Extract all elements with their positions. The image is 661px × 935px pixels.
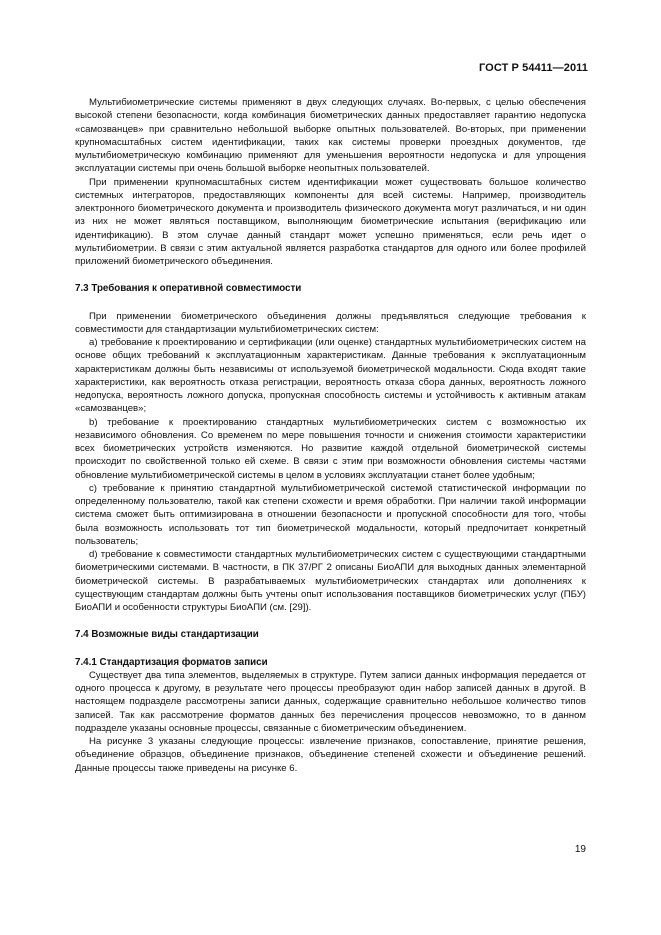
section-heading-7-4: 7.4 Возможные виды стандартизации xyxy=(75,629,259,641)
list-item-d: d) требование к совместимости стандартных мультибиометрических систем с существующими стандартными биометрическими системами. В частности, в ПК 37/РГ 2 описаны БиоАПИ для выходных данных элементарной биометрической системы. В разрабатываемых мультибиометрических стандартах или дополнениях к существующим стандартам должны быть учтены опыт использования поставщиков биометрических услуг (ПБУ) БиоАПИ и особенности структуры БиоАПИ (см. [29]). xyxy=(75,549,586,613)
section-heading-7-3: 7.3 Требования к оперативной совместимости xyxy=(75,283,302,295)
paragraph: При применении биометрического объединения должны предъявляться следующие требования к совместимости для стандартизации мультибиометрических систем: xyxy=(75,310,586,335)
page-number: 19 xyxy=(574,844,586,855)
document-code-header: ГОСТ Р 54411—2011 xyxy=(478,62,588,74)
subsection-heading-7-4-1: 7.4.1 Стандартизация форматов записи xyxy=(75,656,268,668)
list-item-b: b) требование к проектированию стандартных мультибиометрических систем с возможностью их независимого обновления. Со временем по мере повышения точности и снижения стоимости характеристики всех биометрических устройств изменяются. Но развитие каждой отдельной биометрической системы происходит по свойственной только ей схеме. В связи с этим при возможности обновления системы частями обновление мультибиометрической системы в целом в условиях эксплуатации станет более удобным; xyxy=(75,416,586,481)
page-body xyxy=(75,96,586,775)
paragraph: Существует два типа элементов, выделяемых в структуре. Путем записи данных информация передается от одного процесса к другому, в результате чего процессы преобразуют один набор записей данных в другой. В настоящем подразделе рассмотрены записи данных, содержащие сравнительно небольшое количество типов записей. Так как рассмотрение форматов данных без перечисления процессов невозможно, то в данном подразделе указаны основные процессы, связанные с биометрическим объединением. xyxy=(75,669,586,734)
list-item-a: a) требование к проектированию и сертификации (или оценке) стандартных мультибиометрических систем на основе общих требований к эксплуатационным характеристикам. Данные требования к эксплуатационным характеристикам должны быть независимы от используемой биометрической модальности. Сюда входят такие характеристики, как вероятность отказа регистрации, вероятность отказа сбора данных, вероятность ложного недопуска, вероятность ложного допуска, пропускная способность системы и устойчивость к активным атакам «самозванцев»; xyxy=(75,337,586,415)
paragraph: На рисунке 3 указаны следующие процессы: извлечение признаков, сопоставление, принятие решения, объединение образцов, объединение признаков, объединение степеней схожести и объединение решений. Данные процессы также приведены на рисунке 6. xyxy=(75,736,586,774)
paragraph: Мультибиометрические системы применяют в двух следующих случаях. Во-первых, с целью обеспечения высокой степени безопасности, когда комбинация биометрических данных предоставляет гарантию недопуска «самозванцев» при сравнительно небольшой выборке опытных пользователей. Во-вторых, при применении крупномасштабных систем идентификации, таких как системы проверки проездных документов, где мультибиометрическую комбинацию применяют для уменьшения вероятности недопуска и для упрощения эксплуатации системы при очень большой выборке неопытных пользователей. xyxy=(75,97,586,175)
paragraph: При применении крупномасштабных систем идентификации может существовать большое количество системных интеграторов, предоставляющих компоненты для всей системы. Например, производитель электронного биометрического документа и производитель физического документа могут различаться, и ни один из них не может являться поставщиком, выполняющим биометрические испытания (верификацию или идентификацию). В этом случае данный стандарт может успешно применяться, если речь идет о мультибиометрии. В связи с этим актуальной является разработка стандартов для одного или более профилей приложений биометрического объединения. xyxy=(75,176,586,267)
list-item-c: c) требование к принятию стандартной мультибиометрической системой статистической информации по определенному пользователю, такой как степени схожести и время обработки. При наличии такой информации система сможет быть оптимизирована в отношении безопасности и пропускной способности для того, чтобы была возможность использовать тот тип биометрической модальности, который предпочитает конкретный пользователь; xyxy=(75,482,586,547)
